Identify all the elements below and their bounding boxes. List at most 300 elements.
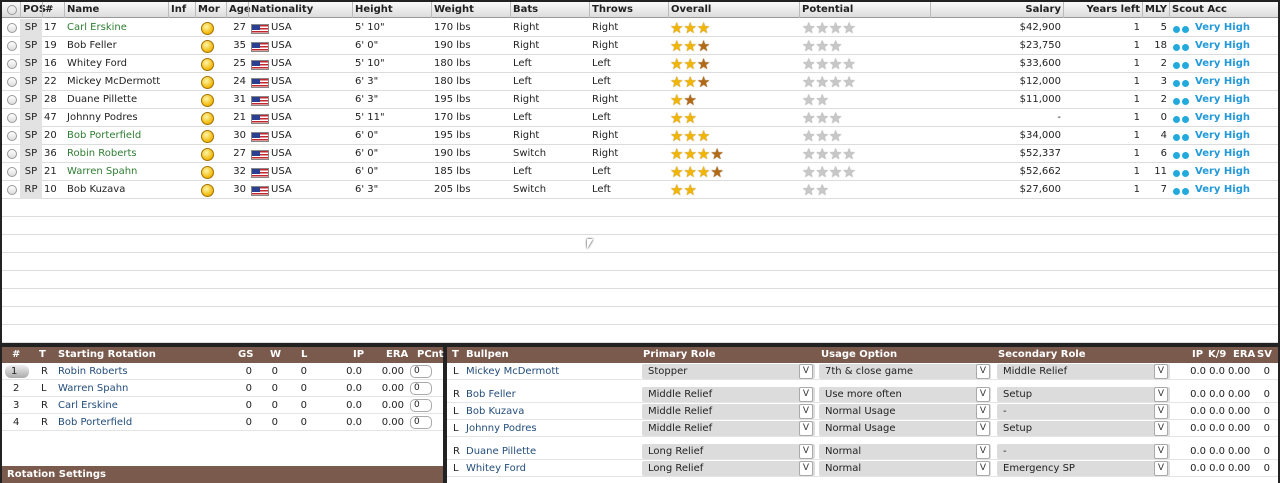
- player-weight: 170 lbs: [434, 112, 471, 123]
- star-full-icon: ★: [670, 73, 684, 91]
- bullpen-col-secondary: Secondary Role: [998, 349, 1086, 360]
- player-nationality: USA: [271, 130, 292, 141]
- usage-option-dropdown-icon[interactable]: V: [976, 364, 990, 379]
- secondary-role-select[interactable]: Emergency SP: [997, 461, 1170, 476]
- star-full-icon: ★: [696, 19, 711, 37]
- player-bats: Left: [513, 112, 532, 123]
- player-height: 6' 0": [355, 130, 379, 141]
- roster-row[interactable]: [2, 181, 1278, 199]
- player-throws: Right: [592, 40, 619, 51]
- row-select-radio[interactable]: [7, 131, 17, 141]
- player-weight: 190 lbs: [434, 148, 471, 159]
- bullpen-row[interactable]: [447, 403, 1278, 420]
- player-name[interactable]: Bob Porterfield: [67, 130, 142, 141]
- primary-role-select[interactable]: Stopper: [642, 364, 815, 379]
- secondary-role-dropdown-icon[interactable]: V: [1154, 461, 1168, 476]
- player-name[interactable]: Robin Roberts: [67, 148, 137, 159]
- rotation-slot-number: 2: [13, 383, 20, 394]
- scout-accuracy: Very High: [1195, 184, 1250, 195]
- star-full-icon: ★: [670, 163, 684, 181]
- col-mor[interactable]: Mor: [195, 2, 226, 18]
- pitch-count-input[interactable]: 0: [410, 399, 432, 412]
- reliever-name[interactable]: Duane Pillette: [466, 446, 537, 457]
- scout-accuracy: Very High: [1195, 94, 1250, 105]
- pitcher-gs: 0: [245, 400, 252, 411]
- rotation-rows: [2, 363, 443, 431]
- roster-row[interactable]: [2, 109, 1278, 127]
- row-select-radio[interactable]: [7, 59, 17, 69]
- reliever-saves: 0: [1263, 406, 1270, 417]
- row-select-radio[interactable]: [7, 77, 17, 87]
- overall-rating-stars: [670, 109, 697, 127]
- bullpen-row[interactable]: [447, 460, 1278, 477]
- star-silver-icon: ★: [828, 163, 843, 181]
- star-full-icon: ★: [670, 181, 684, 199]
- mouse-cursor-icon: [587, 239, 593, 249]
- reliever-k9: 0.0: [1209, 366, 1225, 377]
- player-name[interactable]: Carl Erskine: [67, 22, 127, 33]
- player-throws: Right: [592, 130, 619, 141]
- usage-option-select[interactable]: 7th & close game: [819, 364, 991, 379]
- star-silver-icon: ★: [842, 19, 856, 37]
- player-number: 10: [44, 184, 57, 195]
- player-age: 32: [233, 166, 246, 177]
- rotation-col-throws: T: [39, 349, 46, 360]
- col-years-left[interactable]: Years left: [1063, 2, 1142, 18]
- rotation-row[interactable]: [2, 414, 443, 431]
- player-name[interactable]: Bob Feller: [67, 40, 117, 51]
- player-years-left: 1: [1133, 40, 1140, 51]
- player-salary: $12,000: [1019, 76, 1061, 87]
- secondary-role-dropdown-icon[interactable]: V: [1154, 444, 1168, 459]
- star-silver-icon: ★: [802, 163, 816, 181]
- secondary-role-dropdown-icon[interactable]: V: [1154, 387, 1168, 402]
- bullpen-col-ip: IP: [1192, 349, 1204, 360]
- star-silver-icon: ★: [828, 109, 843, 127]
- primary-role-dropdown-icon[interactable]: V: [799, 444, 813, 459]
- player-bats: Left: [513, 58, 532, 69]
- star-silver-icon: ★: [815, 73, 829, 91]
- player-mly: 2: [1160, 58, 1167, 69]
- star-full-icon: ★: [670, 37, 684, 55]
- rotation-settings-button[interactable]: Rotation Settings: [2, 466, 443, 483]
- player-throws: Right: [592, 148, 619, 159]
- star-silver-icon: ★: [842, 145, 856, 163]
- star-silver-icon: ★: [802, 37, 816, 55]
- player-weight: 195 lbs: [434, 94, 471, 105]
- star-silver-icon: ★: [828, 19, 843, 37]
- morale-smiley-icon: [201, 166, 214, 179]
- row-select-radio[interactable]: [7, 41, 17, 51]
- player-salary: $52,662: [1019, 166, 1061, 177]
- pitcher-ip: 0.0: [346, 366, 362, 377]
- col-select[interactable]: [2, 2, 20, 18]
- pitcher-losses: 0: [300, 417, 307, 428]
- binoculars-icon: [1173, 167, 1189, 178]
- overall-rating-stars: [670, 91, 697, 109]
- reliever-throws: L: [453, 406, 459, 417]
- reliever-era: 0.00: [1228, 406, 1251, 417]
- rotation-col-num: #: [12, 349, 21, 360]
- star-silver-icon: ★: [815, 127, 829, 145]
- star-full-icon: ★: [683, 181, 697, 199]
- overall-rating-stars: [670, 19, 710, 37]
- pitcher-name[interactable]: Warren Spahn: [58, 383, 129, 394]
- secondary-role-select[interactable]: Setup: [997, 421, 1170, 436]
- primary-role-select[interactable]: Middle Relief: [642, 387, 815, 402]
- star-half-icon: ★: [710, 145, 724, 163]
- potential-rating-stars: [802, 55, 856, 73]
- row-select-radio[interactable]: [7, 113, 17, 123]
- reliever-name[interactable]: Bob Kuzava: [466, 406, 525, 417]
- player-name[interactable]: Mickey McDermott: [67, 76, 161, 87]
- pitcher-throws: L: [41, 383, 47, 394]
- reliever-k9: 0.0: [1209, 446, 1225, 457]
- player-number: 36: [44, 148, 57, 159]
- pitcher-name[interactable]: Robin Roberts: [58, 366, 128, 377]
- col-pos[interactable]: POS: [20, 2, 42, 18]
- reliever-ip: 0.0: [1190, 406, 1206, 417]
- star-full-icon: ★: [670, 127, 684, 145]
- rotation-row[interactable]: [2, 380, 443, 397]
- roster-row[interactable]: [2, 163, 1278, 181]
- morale-smiley-icon: [201, 76, 214, 89]
- usage-option-dropdown-icon[interactable]: V: [976, 387, 990, 402]
- player-bats: Left: [513, 166, 532, 177]
- player-throws: Left: [592, 184, 611, 195]
- usage-option-select[interactable]: Normal Usage: [819, 421, 991, 436]
- primary-role-select[interactable]: Middle Relief: [642, 404, 815, 419]
- player-bats: Right: [513, 40, 540, 51]
- primary-role-select[interactable]: Long Relief: [642, 444, 815, 459]
- star-silver-icon: ★: [815, 163, 829, 181]
- scout-accuracy: Very High: [1195, 40, 1250, 51]
- usa-flag-icon: [251, 114, 269, 124]
- roster-rows: [2, 19, 1278, 343]
- player-age: 24: [233, 76, 246, 87]
- col-throws[interactable]: Throws: [589, 2, 668, 18]
- binoculars-icon: [1173, 113, 1189, 124]
- row-select-radio[interactable]: [7, 149, 17, 159]
- player-number: 19: [44, 40, 57, 51]
- star-silver-icon: ★: [802, 127, 816, 145]
- star-full-icon: ★: [696, 145, 711, 163]
- row-select-radio[interactable]: [7, 167, 17, 177]
- star-full-icon: ★: [670, 145, 684, 163]
- secondary-role-dropdown-icon[interactable]: V: [1154, 404, 1168, 419]
- player-years-left: 1: [1133, 148, 1140, 159]
- player-years-left: 1: [1133, 94, 1140, 105]
- secondary-role-select[interactable]: -: [997, 444, 1170, 459]
- player-nationality: USA: [271, 184, 292, 195]
- potential-rating-stars: [802, 163, 856, 181]
- row-select-radio[interactable]: [7, 185, 17, 195]
- rotation-header: [2, 347, 443, 363]
- roster-table: [2, 2, 1278, 343]
- pitcher-name[interactable]: Bob Porterfield: [58, 417, 133, 428]
- secondary-role-select[interactable]: Middle Relief: [997, 364, 1170, 379]
- player-age: 21: [233, 112, 246, 123]
- reliever-throws: L: [453, 366, 459, 377]
- col-salary[interactable]: Salary: [930, 2, 1063, 18]
- bullpen-col-sv: SV: [1257, 349, 1272, 360]
- scout-accuracy: Very High: [1195, 76, 1250, 87]
- scout-accuracy: Very High: [1195, 130, 1250, 141]
- potential-rating-stars: [802, 181, 829, 199]
- primary-role-dropdown-icon[interactable]: V: [799, 421, 813, 436]
- morale-smiley-icon: [201, 130, 214, 143]
- bullpen-header: [447, 347, 1278, 363]
- player-age: 30: [233, 184, 246, 195]
- reliever-k9: 0.0: [1209, 389, 1225, 400]
- col-potential[interactable]: Potential: [799, 2, 930, 18]
- overall-rating-stars: [670, 145, 724, 163]
- star-half-icon: ★: [696, 37, 711, 55]
- potential-rating-stars: [802, 73, 856, 91]
- overall-rating-stars: [670, 37, 710, 55]
- usage-option-dropdown-icon[interactable]: V: [976, 404, 990, 419]
- roster-row[interactable]: [2, 127, 1278, 145]
- row-select-radio[interactable]: [7, 23, 17, 33]
- player-height: 5' 10": [355, 58, 385, 69]
- binoculars-icon: [1173, 95, 1189, 106]
- scout-accuracy: Very High: [1195, 22, 1250, 33]
- usage-option-dropdown-icon[interactable]: V: [976, 421, 990, 436]
- pitcher-throws: R: [41, 400, 48, 411]
- star-full-icon: ★: [683, 73, 697, 91]
- player-years-left: 1: [1133, 112, 1140, 123]
- pitch-count-input[interactable]: 0: [410, 382, 432, 395]
- primary-role-dropdown-icon[interactable]: V: [799, 364, 813, 379]
- bullpen-row[interactable]: [447, 443, 1278, 460]
- player-throws: Left: [592, 166, 611, 177]
- rotation-slot-selector[interactable]: 1: [5, 365, 29, 378]
- secondary-role-select[interactable]: -: [997, 404, 1170, 419]
- reliever-ip: 0.0: [1190, 423, 1206, 434]
- player-nationality: USA: [271, 94, 292, 105]
- player-weight: 170 lbs: [434, 22, 471, 33]
- reliever-name[interactable]: Whitey Ford: [466, 463, 526, 474]
- secondary-role-dropdown-icon[interactable]: V: [1154, 421, 1168, 436]
- star-silver-icon: ★: [815, 109, 829, 127]
- player-weight: 180 lbs: [434, 58, 471, 69]
- usage-option-select[interactable]: Use more often: [819, 387, 991, 402]
- star-silver-icon: ★: [802, 181, 816, 199]
- roster-row[interactable]: [2, 145, 1278, 163]
- reliever-era: 0.00: [1228, 423, 1251, 434]
- star-full-icon: ★: [670, 109, 684, 127]
- roster-row[interactable]: [2, 91, 1278, 109]
- bullpen-col-usage: Usage Option: [821, 349, 898, 360]
- usa-flag-icon: [251, 168, 269, 178]
- player-age: 31: [233, 94, 246, 105]
- star-full-icon: ★: [670, 91, 684, 109]
- player-bats: Right: [513, 22, 540, 33]
- star-silver-icon: ★: [828, 145, 843, 163]
- potential-rating-stars: [802, 127, 842, 145]
- reliever-era: 0.00: [1228, 389, 1251, 400]
- usa-flag-icon: [251, 96, 269, 106]
- scout-accuracy: Very High: [1195, 112, 1250, 123]
- roster-row[interactable]: [2, 19, 1278, 37]
- star-silver-icon: ★: [842, 73, 856, 91]
- star-silver-icon: ★: [828, 127, 843, 145]
- morale-smiley-icon: [201, 58, 214, 71]
- bullpen-row[interactable]: [447, 420, 1278, 437]
- reliever-name[interactable]: Bob Feller: [466, 389, 516, 400]
- usage-option-select[interactable]: Normal: [819, 444, 991, 459]
- star-full-icon: ★: [683, 127, 697, 145]
- col-bats[interactable]: Bats: [510, 2, 589, 18]
- star-silver-icon: ★: [815, 37, 829, 55]
- usa-flag-icon: [251, 186, 269, 196]
- player-name[interactable]: Whitey Ford: [67, 58, 127, 69]
- select-all-radio[interactable]: [7, 5, 17, 15]
- player-name[interactable]: Warren Spahn: [67, 166, 138, 177]
- reliever-saves: 0: [1263, 446, 1270, 457]
- roster-row[interactable]: [2, 73, 1278, 91]
- player-bats: Switch: [513, 184, 547, 195]
- reliever-saves: 0: [1263, 389, 1270, 400]
- reliever-saves: 0: [1263, 423, 1270, 434]
- star-full-icon: ★: [683, 145, 697, 163]
- player-height: 6' 0": [355, 148, 379, 159]
- col-scout-acc[interactable]: Scout Acc: [1169, 2, 1278, 18]
- player-height: 6' 3": [355, 76, 379, 87]
- col-weight[interactable]: Weight: [431, 2, 510, 18]
- primary-role-dropdown-icon[interactable]: V: [799, 387, 813, 402]
- reliever-era: 0.00: [1228, 366, 1251, 377]
- player-number: 22: [44, 76, 57, 87]
- reliever-throws: L: [453, 463, 459, 474]
- star-silver-icon: ★: [815, 91, 829, 109]
- roster-row[interactable]: [2, 55, 1278, 73]
- overall-rating-stars: [670, 127, 710, 145]
- pitch-count-input[interactable]: 0: [410, 365, 432, 378]
- star-silver-icon: ★: [815, 55, 829, 73]
- rotation-col-ip: IP: [353, 349, 365, 360]
- primary-role-select[interactable]: Long Relief: [642, 461, 815, 476]
- rotation-col-l: L: [301, 349, 308, 360]
- binoculars-icon: [1173, 185, 1189, 196]
- usage-option-select[interactable]: Normal: [819, 461, 991, 476]
- morale-smiley-icon: [201, 94, 214, 107]
- col-nationality[interactable]: Nationality: [248, 2, 352, 18]
- player-name[interactable]: Bob Kuzava: [67, 184, 126, 195]
- reliever-name[interactable]: Johnny Podres: [466, 423, 537, 434]
- pitcher-losses: 0: [300, 383, 307, 394]
- row-select-radio[interactable]: [7, 95, 17, 105]
- player-salary: $23,750: [1019, 40, 1061, 51]
- rotation-slot-number: 4: [13, 417, 20, 428]
- roster-header: [2, 2, 1278, 18]
- player-number: 47: [44, 112, 57, 123]
- star-full-icon: ★: [670, 55, 684, 73]
- roster-row[interactable]: [2, 37, 1278, 55]
- reliever-throws: R: [453, 389, 460, 400]
- bullpen-row[interactable]: [447, 386, 1278, 403]
- rotation-row[interactable]: [2, 363, 443, 380]
- potential-rating-stars: [802, 109, 842, 127]
- reliever-saves: 0: [1263, 366, 1270, 377]
- player-mly: 18: [1154, 40, 1167, 51]
- primary-role-select[interactable]: Middle Relief: [642, 421, 815, 436]
- col-inf[interactable]: Inf: [168, 2, 195, 18]
- morale-smiley-icon: [201, 40, 214, 53]
- rotation-col-w: W: [270, 349, 282, 360]
- bullpen-row[interactable]: [447, 363, 1278, 380]
- pitcher-wins: 0: [271, 366, 278, 377]
- usa-flag-icon: [251, 24, 269, 34]
- col-age[interactable]: Age: [226, 2, 248, 18]
- player-nationality: USA: [271, 76, 292, 87]
- player-salary: $11,000: [1019, 94, 1061, 105]
- player-name[interactable]: Duane Pillette: [67, 94, 138, 105]
- player-number: 17: [44, 22, 57, 33]
- col-name[interactable]: Name: [64, 2, 168, 18]
- player-position: SP: [20, 109, 42, 127]
- primary-role-dropdown-icon[interactable]: V: [799, 461, 813, 476]
- pitcher-losses: 0: [300, 366, 307, 377]
- player-salary: $34,000: [1019, 130, 1061, 141]
- pitcher-name[interactable]: Carl Erskine: [58, 400, 118, 411]
- usa-flag-icon: [251, 150, 269, 160]
- player-number: 16: [44, 58, 57, 69]
- player-name[interactable]: Johnny Podres: [67, 112, 138, 123]
- star-full-icon: ★: [683, 55, 697, 73]
- reliever-saves: 0: [1263, 463, 1270, 474]
- player-position: SP: [20, 91, 42, 109]
- reliever-era: 0.00: [1228, 463, 1251, 474]
- secondary-role-select[interactable]: Setup: [997, 387, 1170, 402]
- primary-role-dropdown-icon[interactable]: V: [799, 404, 813, 419]
- potential-rating-stars: [802, 19, 856, 37]
- overall-rating-stars: [670, 73, 710, 91]
- secondary-role-dropdown-icon[interactable]: V: [1154, 364, 1168, 379]
- pitch-count-input[interactable]: 0: [410, 416, 432, 429]
- player-bats: Right: [513, 94, 540, 105]
- usage-option-dropdown-icon[interactable]: V: [976, 461, 990, 476]
- player-years-left: 1: [1133, 166, 1140, 177]
- star-silver-icon: ★: [802, 55, 816, 73]
- player-position: SP: [20, 145, 42, 163]
- player-mly: 2: [1160, 94, 1167, 105]
- bullpen-col-k9: K/9: [1208, 349, 1227, 360]
- player-position: RP: [20, 181, 42, 199]
- player-mly: 5: [1160, 22, 1167, 33]
- player-salary: $42,900: [1019, 22, 1061, 33]
- player-salary: $27,600: [1019, 184, 1061, 195]
- player-age: 27: [233, 22, 246, 33]
- bullpen-title: Bullpen: [466, 349, 509, 360]
- usage-option-select[interactable]: Normal Usage: [819, 404, 991, 419]
- reliever-k9: 0.0: [1209, 463, 1225, 474]
- player-height: 5' 10": [355, 22, 385, 33]
- player-throws: Left: [592, 58, 611, 69]
- rotation-row[interactable]: [2, 397, 443, 414]
- col-overall[interactable]: Overall: [668, 2, 799, 18]
- reliever-name[interactable]: Mickey McDermott: [466, 366, 560, 377]
- col-height[interactable]: Height: [352, 2, 431, 18]
- binoculars-icon: [1173, 77, 1189, 88]
- player-salary: $52,337: [1019, 148, 1061, 159]
- binoculars-icon: [1173, 59, 1189, 70]
- col-number[interactable]: #: [42, 2, 64, 18]
- usage-option-dropdown-icon[interactable]: V: [976, 444, 990, 459]
- player-weight: 185 lbs: [434, 166, 471, 177]
- star-full-icon: ★: [696, 163, 711, 181]
- col-mly[interactable]: MLY: [1142, 2, 1169, 18]
